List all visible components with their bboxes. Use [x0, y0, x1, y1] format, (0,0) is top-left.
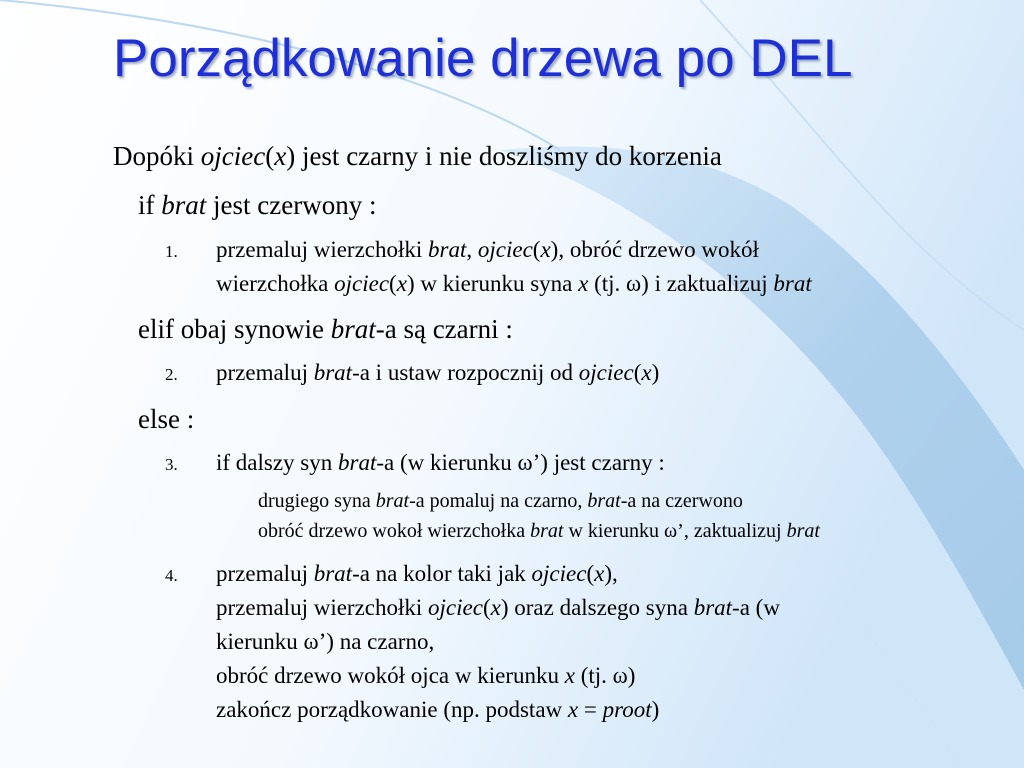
italic-term: brat — [161, 190, 207, 220]
italic-term: x — [641, 360, 652, 385]
text-span: jest czerwony : — [206, 190, 377, 220]
text-span: obróć drzewo wokoł wierzchołka — [258, 520, 531, 542]
elif-both-black — [138, 313, 513, 345]
text-span: przemaluj — [216, 561, 314, 586]
italic-term: brat — [693, 595, 733, 620]
item-3-line-a — [216, 447, 665, 479]
italic-term: brat — [587, 490, 621, 512]
italic-term: x — [564, 663, 575, 688]
text-span: -a na czerwono — [620, 490, 743, 512]
text-span: ( — [482, 595, 491, 620]
text-span: drugiego syna — [258, 490, 376, 512]
text-span: (tj. ω) — [574, 663, 636, 688]
item-1-line-b — [216, 268, 812, 300]
text-span: Dopóki — [113, 141, 201, 171]
text-span: ( — [633, 360, 642, 385]
italic-term: brat — [428, 237, 467, 262]
text-span: ), obróć drzewo wokół — [550, 237, 759, 262]
text-span: zakończ porządkowanie (np. podstaw — [216, 697, 568, 722]
item-3-subline-2 — [258, 517, 820, 545]
text-span: -a (w — [732, 595, 780, 620]
italic-term: brat — [338, 450, 377, 475]
italic-term: ojciec — [531, 561, 587, 586]
slide-title: Porządkowanie drzewa po DEL — [113, 29, 853, 88]
italic-term: x — [396, 271, 407, 296]
item-1-line-a — [216, 234, 759, 266]
text-span: -a (w kierunku ω’) jest czarny : — [376, 450, 665, 475]
italic-term: x — [567, 697, 579, 722]
text-span: -a i ustaw rozpocznij od — [352, 360, 579, 385]
text-span: ) — [651, 697, 660, 722]
italic-term: brat — [313, 360, 353, 385]
text-span: ) w kierunku syna — [406, 271, 579, 296]
text-span: przemaluj wierzchołki — [216, 595, 429, 620]
italic-term: brat — [530, 520, 564, 542]
text-span: ( — [586, 561, 595, 586]
text-span: if dalszy syn — [216, 450, 339, 475]
text-span: -a na kolor taki jak — [352, 561, 532, 586]
item-4-line-c — [216, 626, 434, 658]
italic-term: proot — [602, 697, 652, 722]
item-number-2: 2. — [165, 365, 178, 384]
italic-term: brat — [330, 314, 376, 344]
text-span: -a są czarni : — [375, 314, 513, 344]
text-span: kierunku ω’) na czarno, — [216, 629, 435, 654]
item-4-line-d — [216, 660, 635, 692]
text-span: , — [466, 237, 478, 262]
text-span: w kierunku ω’, zaktualizuj — [563, 520, 787, 542]
text-span: ) oraz dalszego syna — [500, 595, 694, 620]
text-span: obróć drzewo wokół ojca w kierunku — [216, 663, 565, 688]
italic-term: ojciec — [334, 271, 390, 296]
item-number-4: 4. — [165, 566, 178, 585]
item-4-line-a — [216, 558, 618, 590]
italic-term: x — [594, 561, 605, 586]
text-span: = — [578, 697, 603, 722]
italic-term: x — [578, 271, 589, 296]
text-span: ( — [389, 271, 397, 296]
item-2-line-a — [216, 357, 659, 389]
italic-term: brat — [375, 490, 410, 512]
italic-term: x — [490, 595, 501, 620]
else-label: else : — [138, 404, 195, 434]
text-span: ( — [265, 141, 275, 171]
text-span: przemaluj — [216, 360, 314, 385]
loop-condition — [113, 140, 722, 172]
item-4-line-e — [216, 694, 659, 726]
italic-term: ojciec — [200, 141, 266, 171]
text-span: ( — [532, 237, 541, 262]
text-span: (tj. ω) i zaktualizuj — [588, 271, 774, 296]
italic-term: x — [274, 141, 287, 171]
italic-term: ojciec — [477, 237, 533, 262]
text-span: przemaluj wierzchołki — [216, 237, 429, 262]
if-brat-red — [138, 189, 376, 221]
italic-term: ojciec — [428, 595, 483, 620]
text-span: ) jest czarny i nie doszliśmy do korzenia — [286, 141, 722, 171]
italic-term: x — [540, 237, 551, 262]
italic-term: brat — [313, 561, 353, 586]
text-span: wierzchołka — [216, 271, 335, 296]
item-3-subline-1 — [258, 487, 743, 515]
italic-term: ojciec — [578, 360, 634, 385]
item-4-line-b — [216, 592, 780, 624]
item-number-3: 3. — [165, 455, 178, 474]
text-span: -a pomaluj na czarno, — [409, 490, 588, 512]
italic-term: brat — [786, 520, 820, 542]
italic-term: brat — [773, 271, 812, 296]
text-span: ) — [651, 360, 660, 385]
item-number-1: 1. — [165, 242, 178, 261]
text-span: ), — [604, 561, 618, 586]
text-span: if — [138, 190, 162, 220]
text-span: elif obaj synowie — [138, 314, 331, 344]
